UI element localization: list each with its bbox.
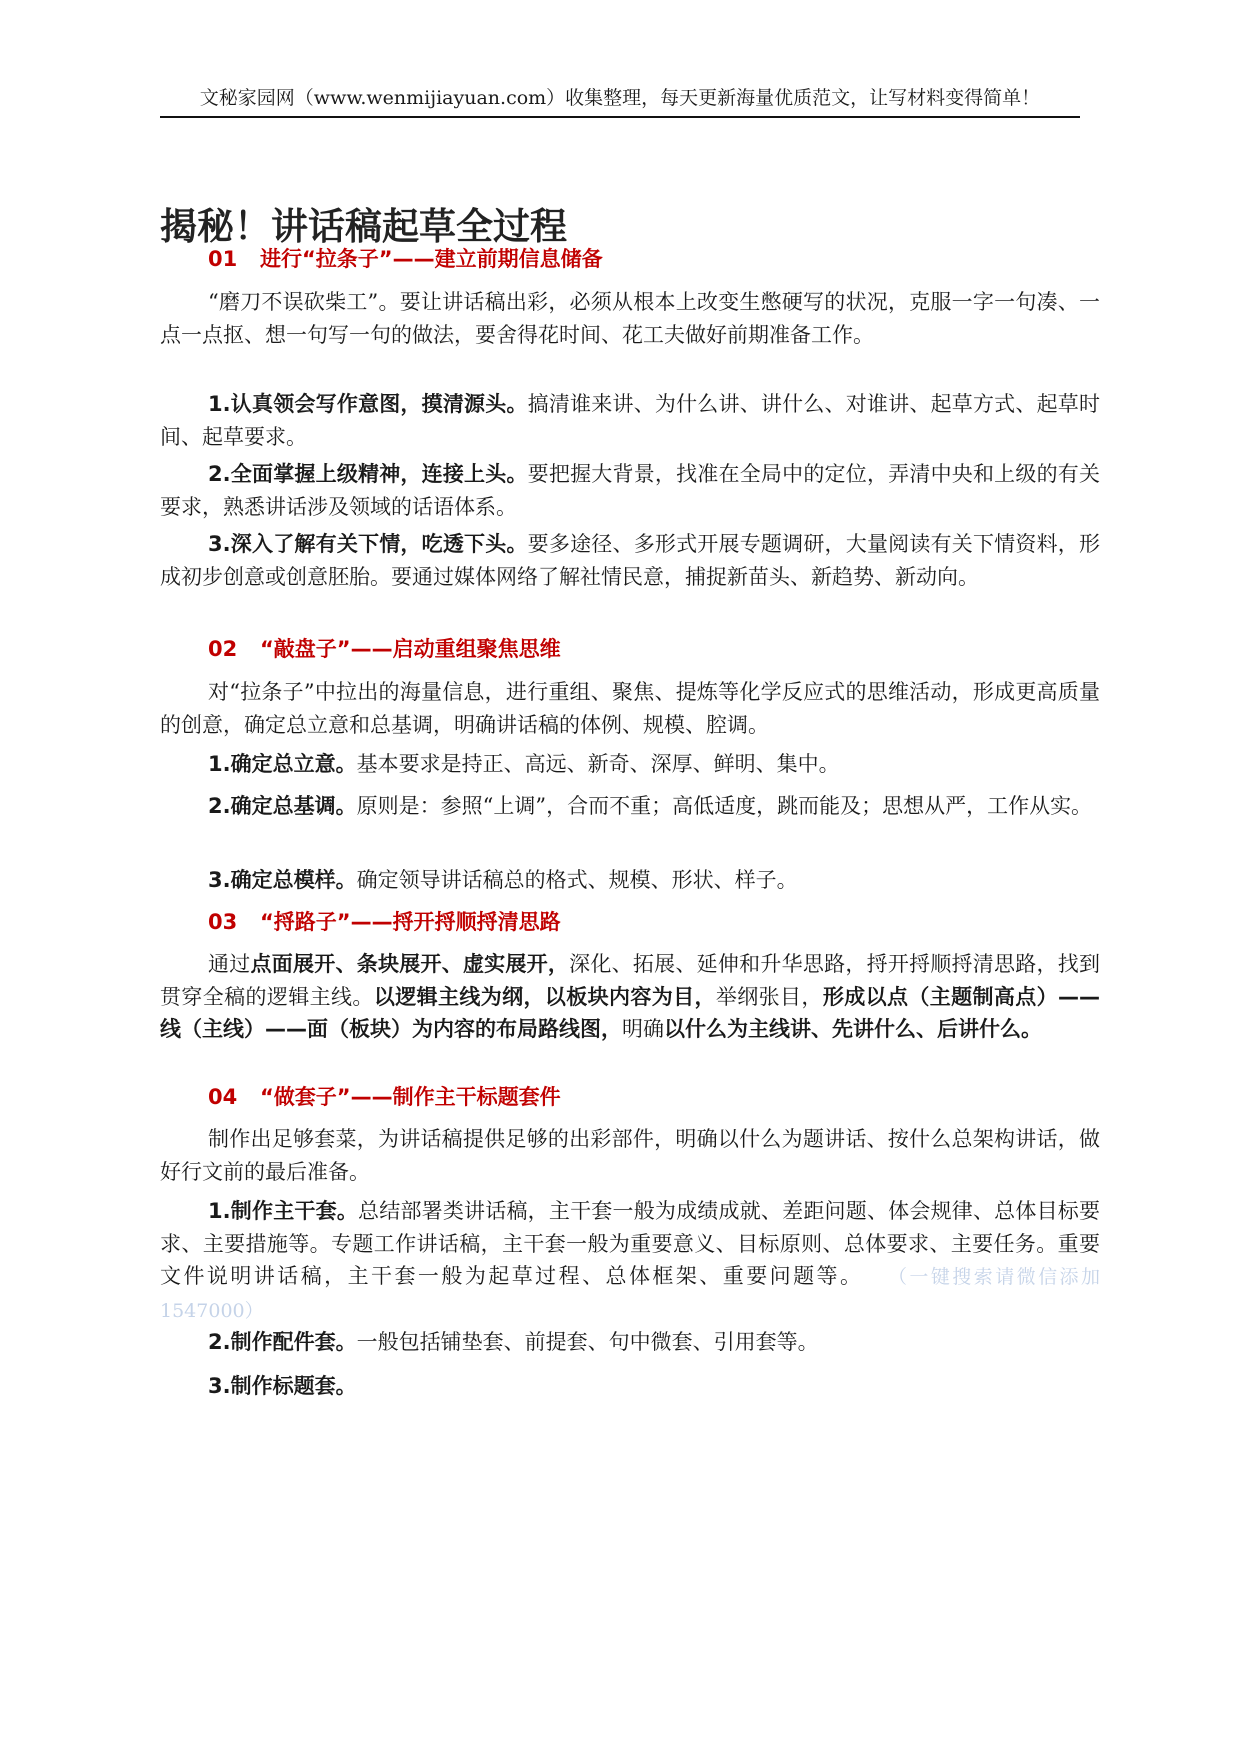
point-text: 要把握大背景，找准在全局中的定位，弄清中央和上级的有关要求，熟悉讲话涉及领域的话语体系。: [160, 462, 1101, 519]
point-heading: 3.制作标题套。: [208, 1374, 357, 1398]
point-text: 一般包括铺垫套、前提套、句中微套、引用套等。: [356, 1330, 819, 1354]
point-text: 确定领导讲话稿总的格式、规模、形状、样子。: [356, 868, 798, 892]
point-text: 基本要求是持正、高远、新奇、深厚、鲜明、集中。: [356, 752, 840, 776]
point-heading: 1.认真领会写作意图，摸清源头。: [208, 392, 528, 416]
paragraph: [160, 1370, 1100, 1403]
page-header: 文秘家园网（www.wenmijiayuan.com）收集整理，每天更新海量优质范文，让写材料变得简单！: [160, 86, 1080, 118]
section-heading-4: [208, 1083, 1108, 1111]
paragraph: [160, 790, 1100, 823]
section-title: 进行“拉条子”——建立前期信息储备: [260, 247, 603, 271]
document-title: 揭秘！讲话稿起草全过程: [160, 205, 567, 248]
paragraph: 对“拉条子”中拉出的海量信息，进行重组、聚焦、提炼等化学反应式的思维活动，形成更高质量的创意，确定总立意和总基调，明确讲话稿的体例、规模、腔调。: [160, 680, 1100, 737]
point-heading: 2.全面掌握上级精神，连接上头。: [208, 462, 528, 486]
paragraph: [160, 748, 1100, 781]
section-title: “敲盘子”——启动重组聚焦思维: [260, 637, 561, 661]
point-heading: 2.制作配件套。: [208, 1330, 357, 1354]
paragraph: “磨刀不误砍柴工”。要让讲话稿出彩，必须从根本上改变生憋硬写的状况，克服一字一句凑、一点一点抠、想一句写一句的做法，要舍得花时间、花工夫做好前期准备工作。: [160, 290, 1100, 347]
emphasis-text: 形成以点（主题制高点）——线（主线）——面（板块）为内容的布局路线图，: [160, 984, 1101, 1041]
paragraph: [160, 1326, 1100, 1359]
section-heading-2: [208, 635, 1108, 663]
text-run: 明确: [622, 1017, 664, 1041]
section-number: 02: [208, 637, 238, 661]
point-heading: 2.确定总基调。: [208, 794, 357, 818]
watermark-text: （一键搜索请微信添加 1547000）: [160, 1266, 1100, 1322]
paragraph: [160, 388, 1100, 453]
paragraph: [160, 948, 1100, 1046]
point-text: 要多途径、多形式开展专题调研，大量阅读有关下情资料，形成初步创意或创意胚胎。要通过媒体网络了解社情民意，捕捉新苗头、新趋势、新动向。: [160, 532, 1101, 589]
section-number: 04: [208, 1085, 238, 1109]
paragraph: [160, 528, 1100, 593]
paragraph: [160, 458, 1100, 523]
text-run: 通过: [208, 952, 251, 976]
section-heading-1: [208, 245, 1108, 273]
section-title: “捋路子”——捋开捋顺捋清思路: [260, 910, 561, 934]
section-number: 01: [208, 247, 238, 271]
point-text: 搞清谁来讲、为什么讲、讲什么、对谁讲、起草方式、起草时间、起草要求。: [160, 392, 1101, 449]
emphasis-text: 以什么为主线讲、先讲什么、后讲什么。: [664, 1017, 1042, 1041]
section-number: 03: [208, 910, 238, 934]
point-heading: 1.确定总立意。: [208, 752, 357, 776]
section-heading-3: [208, 908, 1108, 936]
point-text: 原则是：参照“上调”，合而不重；高低适度，跳而能及；思想从严，工作从实。: [356, 794, 1093, 818]
paragraph: 制作出足够套菜，为讲话稿提供足够的出彩部件，明确以什么为题讲话、按什么总架构讲话，做好行文前的最后准备。: [160, 1127, 1100, 1184]
point-heading: 1.制作主干套。: [208, 1199, 359, 1223]
paragraph: [160, 1195, 1100, 1327]
paragraph: [160, 864, 1100, 897]
section-title: “做套子”——制作主干标题套件: [260, 1085, 561, 1109]
point-heading: 3.深入了解有关下情，吃透下头。: [208, 532, 528, 556]
emphasis-text: 以逻辑主线为纲，以板块内容为目，: [373, 984, 716, 1009]
emphasis-text: 点面展开、条块展开、虚实展开，: [250, 952, 570, 976]
text-run: 举纲张目，: [715, 984, 823, 1009]
point-heading: 3.确定总模样。: [208, 868, 357, 892]
text-run: 深化、拓展、延伸和升华思路，捋开捋顺捋清思路，找到贯穿全稿的逻辑主线。: [160, 952, 1101, 1009]
point-text: 总结部署类讲话稿，主干套一般为成绩成就、差距问题、体会规律、总体目标要求、主要措施等。专题工作讲话稿，主干套一般为重要意义、目标原则、总体要求、主要任务。重要文件说明讲话稿，主干套一般为起草过程、总体框架、重要问题等。: [160, 1199, 1100, 1288]
